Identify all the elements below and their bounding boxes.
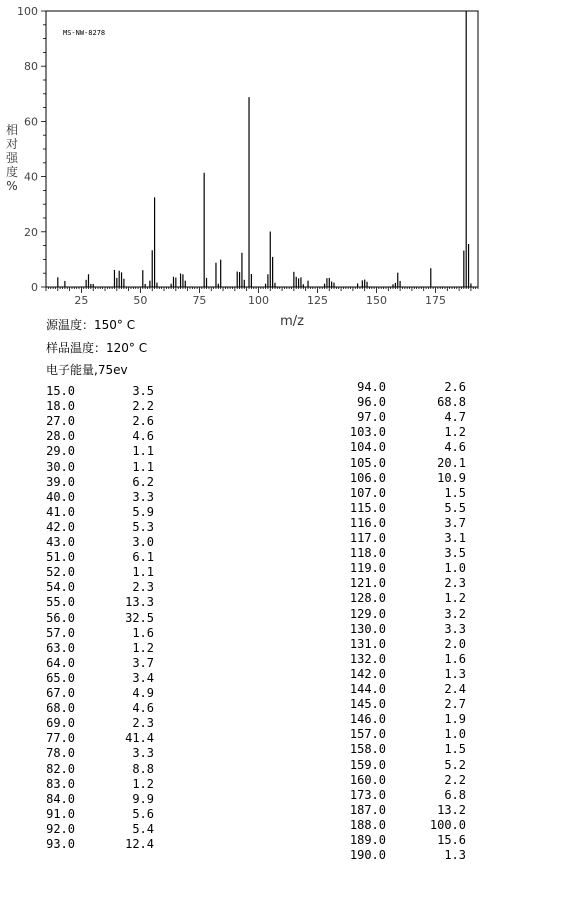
mz-value: 18.0	[46, 399, 75, 414]
sample-temperature: 样品温度：120° C	[46, 341, 148, 355]
table-row-right	[340, 788, 466, 803]
table-row-left	[40, 822, 154, 837]
y-tick-label: 100	[17, 5, 38, 18]
plot-frame	[46, 11, 478, 287]
table-row-right	[340, 803, 466, 818]
mz-value: 55.0	[46, 595, 75, 610]
abundance-value: 1.5	[444, 485, 466, 500]
abundance-value: 4.6	[132, 429, 154, 444]
mz-value: 69.0	[46, 716, 75, 731]
mz-value: 30.0	[46, 459, 75, 474]
table-row-left	[40, 595, 154, 610]
abundance-value: 5.6	[132, 806, 154, 821]
abundance-value: 1.0	[444, 727, 466, 742]
source-temperature: 源温度：150° C	[46, 318, 136, 332]
mz-value: 119.0	[349, 561, 386, 576]
table-row-right	[340, 410, 466, 425]
spectrum-id-label: MS-NW-8278	[63, 29, 106, 37]
mz-value: 189.0	[349, 833, 386, 847]
abundance-value: 1.3	[444, 848, 466, 863]
table-row-right	[340, 773, 466, 788]
abundance-value: 68.8	[437, 395, 466, 410]
mz-value: 54.0	[46, 580, 75, 595]
mz-value: 41.0	[46, 504, 75, 519]
table-row-left	[40, 671, 154, 686]
table-row-right	[340, 531, 466, 546]
table-row-left	[40, 580, 154, 595]
abundance-value: 6.1	[132, 550, 154, 565]
table-row-right	[340, 607, 466, 622]
mz-value: 91.0	[46, 806, 75, 821]
y-tick-label: 0	[31, 281, 38, 294]
mz-value: 132.0	[349, 651, 386, 666]
abundance-value: 1.9	[444, 712, 466, 727]
mz-value: 77.0	[46, 731, 75, 746]
abundance-value: 5.3	[132, 519, 154, 534]
abundance-value: 2.0	[444, 636, 466, 651]
abundance-value: 13.2	[437, 802, 466, 817]
table-row-left	[40, 475, 154, 490]
abundance-value: 2.3	[444, 576, 466, 591]
abundance-value: 32.5	[125, 610, 154, 625]
mz-value: 97.0	[357, 410, 386, 425]
table-row-right	[340, 561, 466, 576]
y-axis-label-char: 强	[5, 151, 19, 165]
x-tick-label: 25	[74, 294, 89, 307]
mz-value: 144.0	[349, 682, 386, 696]
abundance-value: 2.2	[132, 399, 154, 414]
table-row-right	[340, 591, 466, 606]
abundance-value: 3.3	[444, 621, 466, 636]
mz-value: 157.0	[349, 727, 386, 742]
abundance-value: 4.7	[444, 410, 466, 425]
abundance-value: 1.2	[132, 640, 154, 655]
table-row-right	[340, 697, 466, 712]
table-row-right	[340, 546, 466, 561]
mz-value: 173.0	[349, 787, 386, 802]
mz-value: 107.0	[349, 485, 386, 500]
mz-value: 27.0	[46, 414, 75, 429]
y-tick-label: 20	[24, 225, 38, 239]
table-row-left	[40, 444, 154, 459]
mz-value: 159.0	[349, 757, 386, 772]
abundance-value: 6.2	[132, 474, 154, 489]
table-row-left	[40, 626, 154, 641]
abundance-value: 15.6	[437, 833, 466, 847]
abundance-value: 1.6	[132, 625, 154, 640]
table-row-left	[40, 490, 154, 505]
abundance-value: 1.0	[444, 561, 466, 576]
table-row-left	[40, 716, 154, 731]
abundance-value: 3.0	[132, 535, 154, 549]
table-row-left	[40, 384, 154, 399]
mz-value: 40.0	[46, 489, 75, 504]
table-row-left	[40, 701, 154, 716]
table-row-right	[340, 833, 466, 848]
mz-value: 83.0	[46, 776, 75, 791]
y-axis-label-char: %	[6, 179, 18, 193]
abundance-value: 3.3	[132, 746, 154, 761]
table-row-left	[40, 837, 154, 852]
mz-value: 128.0	[349, 591, 386, 606]
abundance-value: 4.9	[132, 686, 154, 700]
mz-value: 52.0	[46, 565, 75, 580]
table-row-right	[340, 395, 466, 410]
mz-value: 146.0	[349, 712, 386, 727]
y-axis-label-char: 对	[5, 137, 19, 151]
mz-value: 160.0	[349, 772, 386, 787]
table-row-right	[340, 712, 466, 727]
mz-value: 39.0	[46, 474, 75, 489]
mz-value: 29.0	[46, 444, 75, 459]
mz-value: 56.0	[46, 610, 75, 625]
mz-value: 51.0	[46, 550, 75, 565]
mz-value: 28.0	[46, 429, 75, 444]
abundance-value: 2.6	[132, 414, 154, 429]
mz-value: 94.0	[357, 380, 386, 394]
table-row-right	[340, 486, 466, 501]
y-tick-label: 80	[24, 60, 38, 74]
mz-value: 65.0	[46, 670, 75, 685]
table-row-right	[340, 516, 466, 531]
table-row-right	[340, 818, 466, 833]
table-row-right	[340, 727, 466, 742]
table-row-right	[340, 742, 466, 757]
table-row-right	[340, 425, 466, 440]
table-row-right	[340, 637, 466, 652]
mz-value: 142.0	[349, 666, 386, 681]
table-row-left	[40, 550, 154, 565]
mz-value: 67.0	[46, 686, 75, 700]
mz-value: 57.0	[46, 625, 75, 640]
mz-value: 105.0	[349, 455, 386, 470]
abundance-value: 1.2	[444, 591, 466, 606]
mz-value: 188.0	[349, 817, 386, 832]
abundance-value: 6.8	[444, 787, 466, 802]
table-row-right	[340, 501, 466, 516]
abundance-value: 1.1	[132, 444, 154, 459]
abundance-value: 1.3	[444, 666, 466, 681]
mz-value: 190.0	[349, 848, 386, 863]
mz-value: 116.0	[349, 515, 386, 530]
abundance-value: 3.7	[132, 655, 154, 670]
table-row-left	[40, 807, 154, 822]
table-row-left	[40, 565, 154, 580]
table-row-left	[40, 399, 154, 414]
abundance-value: 1.5	[444, 742, 466, 757]
y-tick-label: 40	[24, 170, 38, 184]
table-row-left	[40, 777, 154, 792]
table-row-left	[40, 429, 154, 444]
abundance-value: 12.4	[125, 837, 154, 851]
mz-value: 145.0	[349, 697, 386, 712]
x-tick-label: 75	[192, 294, 207, 307]
table-row-left	[40, 792, 154, 807]
mz-value: 117.0	[349, 531, 386, 545]
abundance-value: 1.2	[132, 776, 154, 791]
abundance-value: 1.2	[444, 425, 466, 440]
mz-value: 130.0	[349, 621, 386, 636]
y-tick-label: 60	[24, 115, 38, 129]
abundance-value: 5.4	[132, 821, 154, 836]
x-tick-label: 100	[247, 294, 269, 307]
abundance-value: 10.9	[437, 470, 466, 485]
mz-value: 187.0	[349, 802, 386, 817]
x-tick-label: 150	[365, 294, 387, 307]
abundance-value: 20.1	[437, 455, 466, 470]
table-row-right	[340, 667, 466, 682]
x-tick-label: 125	[306, 294, 328, 307]
table-row-right	[340, 380, 466, 395]
abundance-value: 3.5	[132, 384, 154, 398]
table-row-right	[340, 682, 466, 697]
table-row-right	[340, 576, 466, 591]
mz-value: 104.0	[349, 440, 386, 455]
table-row-left	[40, 460, 154, 475]
table-row-right	[340, 622, 466, 637]
mz-value: 93.0	[46, 837, 75, 851]
table-row-left	[40, 520, 154, 535]
abundance-value: 8.8	[132, 761, 154, 776]
y-axis-label-char: 度	[5, 165, 19, 179]
table-row-right	[340, 758, 466, 773]
mz-value: 92.0	[46, 821, 75, 836]
table-row-right	[340, 440, 466, 455]
table-row-left	[40, 731, 154, 746]
abundance-value: 3.1	[444, 531, 466, 545]
mz-value: 84.0	[46, 791, 75, 806]
table-row-left	[40, 641, 154, 656]
mz-value: 106.0	[349, 470, 386, 485]
mz-value: 118.0	[349, 546, 386, 561]
abundance-value: 1.1	[132, 565, 154, 580]
x-axis-label: m/z	[280, 314, 304, 329]
table-row-left	[40, 414, 154, 429]
x-tick-label: 50	[133, 294, 148, 307]
table-row-left	[40, 656, 154, 671]
abundance-value: 2.3	[132, 716, 154, 731]
mz-value: 82.0	[46, 761, 75, 776]
abundance-value: 3.2	[444, 606, 466, 621]
mz-value: 103.0	[349, 425, 386, 440]
abundance-value: 2.3	[132, 580, 154, 595]
abundance-value: 1.6	[444, 651, 466, 666]
abundance-value: 3.5	[444, 546, 466, 561]
mz-value: 43.0	[46, 535, 75, 549]
mz-value: 68.0	[46, 701, 75, 716]
abundance-value: 41.4	[125, 731, 154, 746]
abundance-value: 3.7	[444, 515, 466, 530]
abundance-value: 5.2	[444, 757, 466, 772]
abundance-value: 2.4	[444, 682, 466, 696]
abundance-value: 3.3	[132, 489, 154, 504]
mz-value: 42.0	[46, 519, 75, 534]
mz-value: 96.0	[357, 395, 386, 410]
mz-value: 131.0	[349, 636, 386, 651]
mz-value: 121.0	[349, 576, 386, 591]
abundance-value: 9.9	[132, 791, 154, 806]
abundance-value: 5.5	[444, 500, 466, 515]
mass-spectrum-chart	[0, 0, 570, 335]
table-row-left	[40, 505, 154, 520]
mz-value: 129.0	[349, 606, 386, 621]
mz-value: 15.0	[46, 384, 75, 398]
abundance-value: 1.1	[132, 459, 154, 474]
abundance-value: 3.4	[132, 670, 154, 685]
table-row-right	[340, 848, 466, 863]
abundance-value: 2.2	[444, 772, 466, 787]
mz-value: 158.0	[349, 742, 386, 757]
abundance-value: 2.6	[444, 380, 466, 394]
x-tick-label: 175	[425, 294, 447, 307]
abundance-value: 100.0	[429, 817, 466, 832]
table-row-right	[340, 652, 466, 667]
mz-value: 63.0	[46, 640, 75, 655]
table-row-left	[40, 746, 154, 761]
electron-energy: 电子能量,75ev	[46, 363, 128, 377]
table-row-right	[340, 471, 466, 486]
table-row-left	[40, 686, 154, 701]
table-row-left	[40, 611, 154, 626]
abundance-value: 4.6	[444, 440, 466, 455]
table-row-left	[40, 762, 154, 777]
mz-value: 78.0	[46, 746, 75, 761]
y-axis-label-char: 相	[5, 123, 19, 137]
abundance-value: 2.7	[444, 697, 466, 712]
abundance-value: 5.9	[132, 504, 154, 519]
mz-value: 115.0	[349, 500, 386, 515]
mz-value: 64.0	[46, 655, 75, 670]
abundance-value: 4.6	[132, 701, 154, 716]
abundance-value: 13.3	[125, 595, 154, 610]
table-row-right	[340, 456, 466, 471]
table-row-left	[40, 535, 154, 550]
